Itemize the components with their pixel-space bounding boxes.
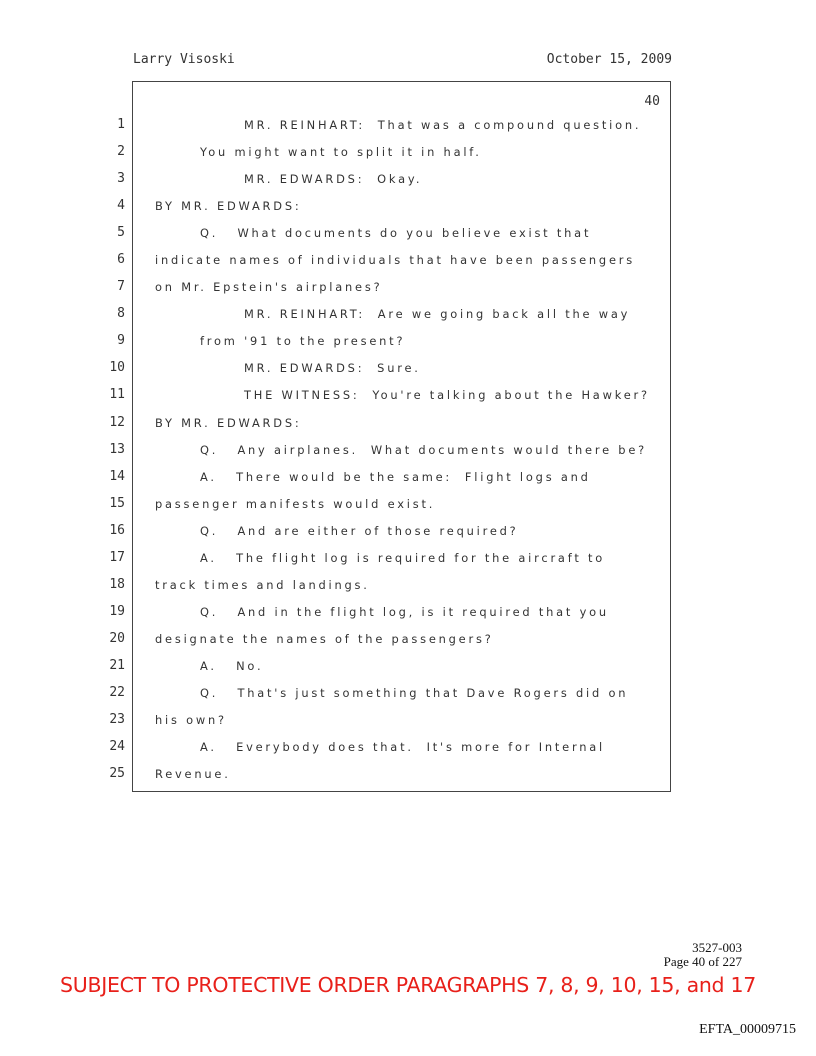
line-text: from '91 to the present? bbox=[200, 334, 406, 349]
transcript-lines bbox=[109, 115, 670, 791]
transcript-line bbox=[117, 304, 670, 331]
line-text: A. The flight log is required for the aircraft to bbox=[200, 550, 606, 565]
transcript-line bbox=[117, 223, 670, 250]
transcript-line bbox=[117, 169, 670, 196]
line-text: MR. REINHART: Are we going back all the way bbox=[244, 307, 631, 322]
deposition-date: October 15, 2009 bbox=[546, 52, 672, 67]
line-text: Q. Any airplanes. What documents would there be? bbox=[200, 442, 647, 457]
line-number: 7 bbox=[117, 279, 125, 295]
line-number: 18 bbox=[109, 576, 125, 592]
line-number: 22 bbox=[109, 684, 125, 700]
witness-name: Larry Visoski bbox=[133, 52, 235, 67]
transcript-line bbox=[117, 196, 670, 223]
line-number: 4 bbox=[117, 198, 125, 214]
line-number: 24 bbox=[109, 739, 125, 755]
line-number: 1 bbox=[117, 117, 125, 132]
line-text: Q. What documents do you believe exist that bbox=[200, 226, 592, 241]
line-text: indicate names of individuals that have been passengers bbox=[155, 253, 635, 268]
line-text: THE WITNESS: You're talking about the Hawker? bbox=[244, 388, 650, 403]
line-text: MR. REINHART: That was a compound question. bbox=[244, 118, 642, 132]
transcript-line bbox=[109, 385, 670, 412]
transcript-line bbox=[109, 629, 670, 656]
line-text: track times and landings. bbox=[155, 577, 370, 592]
line-number: 9 bbox=[117, 333, 125, 349]
line-number: 23 bbox=[109, 712, 125, 728]
line-text: Q. And in the flight log, is it required that you bbox=[200, 604, 609, 619]
line-number: 19 bbox=[109, 603, 125, 619]
line-text: BY MR. EDWARDS: bbox=[155, 199, 302, 214]
line-text: A. Everybody does that. It's more for Internal bbox=[200, 740, 606, 755]
line-number: 5 bbox=[117, 225, 125, 241]
transcript-line bbox=[109, 494, 670, 521]
line-number: 3 bbox=[117, 171, 125, 187]
transcript-line bbox=[117, 331, 670, 358]
protective-order-notice: SUBJECT TO PROTECTIVE ORDER PARAGRAPHS 7, 8, 9, 10, 15, and 17 bbox=[60, 973, 756, 997]
line-text: Revenue. bbox=[155, 767, 231, 782]
case-number: 3527-003 bbox=[692, 940, 742, 955]
line-number: 16 bbox=[109, 522, 125, 538]
line-number: 17 bbox=[109, 549, 125, 565]
transcript-line bbox=[109, 710, 670, 737]
bates-number: EFTA_00009715 bbox=[699, 1022, 796, 1037]
line-number: 11 bbox=[109, 387, 125, 403]
transcript-line bbox=[109, 575, 670, 602]
line-text: on Mr. Epstein's airplanes? bbox=[155, 280, 383, 295]
page-of-total: Page 40 of 227 bbox=[663, 954, 742, 969]
transcript-line bbox=[109, 358, 670, 385]
line-text: A. No. bbox=[200, 658, 264, 673]
line-number: 8 bbox=[117, 306, 125, 322]
line-text: Q. And are either of those required? bbox=[200, 523, 519, 538]
transcript-line bbox=[109, 548, 670, 575]
line-number: 13 bbox=[109, 441, 125, 457]
transcript-line bbox=[109, 683, 670, 710]
line-number: 20 bbox=[109, 630, 125, 646]
line-text: designate the names of the passengers? bbox=[155, 631, 494, 646]
transcript-page-number: 40 bbox=[644, 94, 660, 109]
transcript-line bbox=[109, 521, 670, 548]
transcript-line bbox=[117, 277, 670, 304]
line-text: Q. That's just something that Dave Rogers did on bbox=[200, 685, 629, 700]
transcript-line bbox=[109, 440, 670, 467]
line-text: his own? bbox=[155, 713, 227, 728]
line-text: BY MR. EDWARDS: bbox=[155, 415, 302, 430]
transcript-line bbox=[109, 467, 670, 494]
line-text: MR. EDWARDS: Okay. bbox=[244, 172, 423, 187]
line-number: 2 bbox=[117, 144, 125, 160]
transcript-line bbox=[109, 413, 670, 440]
line-text: A. There would be the same: Flight logs and bbox=[200, 469, 591, 484]
line-number: 12 bbox=[109, 414, 125, 430]
line-number: 14 bbox=[109, 468, 125, 484]
line-text: You might want to split it in half. bbox=[200, 145, 482, 160]
transcript-line bbox=[109, 602, 670, 629]
line-number: 6 bbox=[117, 252, 125, 268]
transcript-line bbox=[109, 764, 670, 791]
transcript-box bbox=[109, 81, 671, 792]
transcript-line bbox=[109, 656, 670, 683]
case-page-stamp bbox=[664, 941, 742, 969]
transcript-line bbox=[109, 737, 670, 764]
line-text: MR. EDWARDS: Sure. bbox=[244, 361, 421, 376]
transcript-line bbox=[117, 115, 670, 142]
line-number: 15 bbox=[109, 495, 125, 511]
line-number: 10 bbox=[109, 360, 125, 376]
line-number: 25 bbox=[109, 766, 125, 782]
line-number: 21 bbox=[109, 657, 125, 673]
transcript-line bbox=[117, 142, 670, 169]
line-text: passenger manifests would exist. bbox=[155, 496, 436, 511]
transcript-line bbox=[117, 250, 670, 277]
